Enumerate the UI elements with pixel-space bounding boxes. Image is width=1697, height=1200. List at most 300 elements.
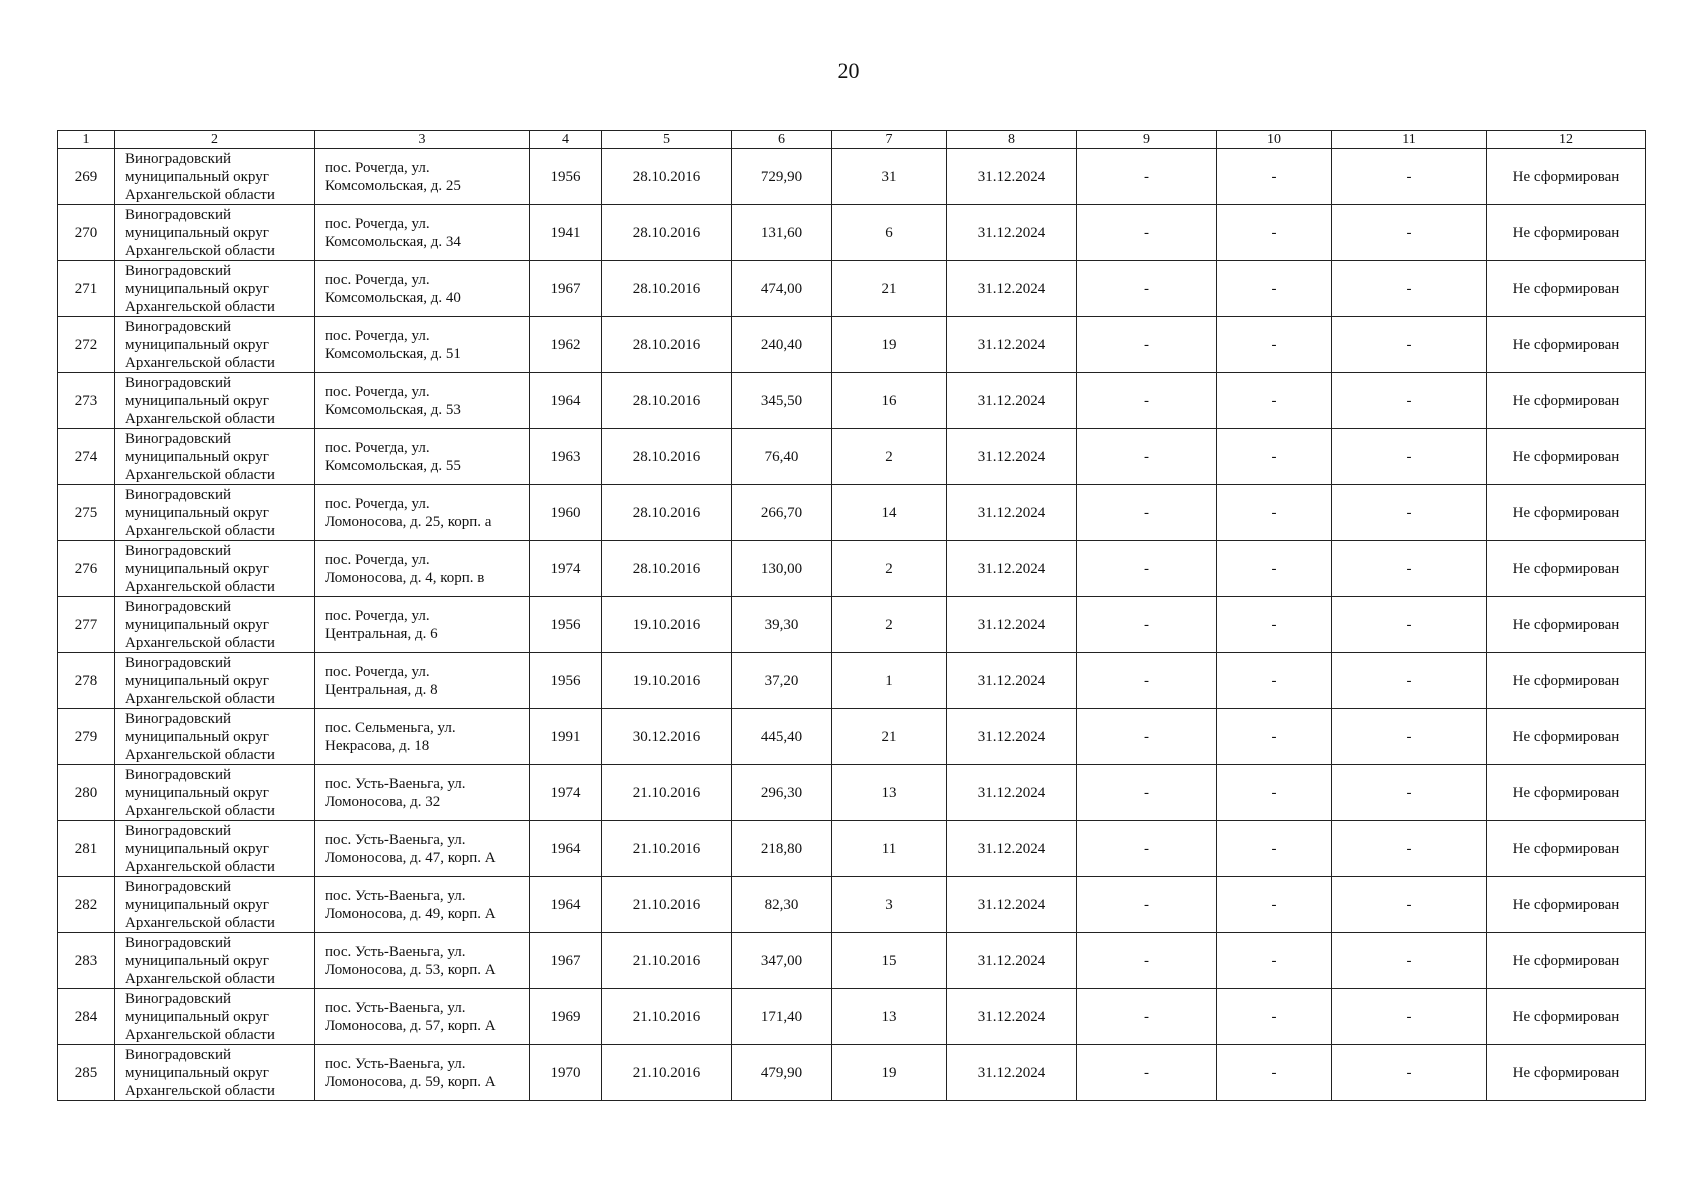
address-cell-line: Ломоносова, д. 32: [325, 793, 441, 810]
col9-cell: -: [1077, 429, 1217, 485]
municipality-cell-line: муниципальный округ: [125, 168, 269, 185]
col10-cell: -: [1217, 597, 1332, 653]
row-number-cell: 278: [58, 653, 115, 709]
table-row: [58, 709, 1646, 765]
municipality-cell-line: Виноградовский: [125, 374, 231, 391]
address-cell: [315, 821, 530, 877]
status-cell: Не сформирован: [1487, 597, 1646, 653]
status-cell: Не сформирован: [1487, 149, 1646, 205]
municipality-cell-line: Виноградовский: [125, 710, 231, 727]
municipality-cell: [115, 597, 315, 653]
table-row: [58, 765, 1646, 821]
status-cell: Не сформирован: [1487, 1045, 1646, 1101]
municipality-cell-line: Архангельской области: [125, 354, 275, 371]
col9-cell: -: [1077, 205, 1217, 261]
address-cell-line: пос. Усть-Ваеньга, ул.: [325, 831, 466, 848]
row-number-cell: 275: [58, 485, 115, 541]
col11-cell: -: [1332, 541, 1487, 597]
col9-cell: -: [1077, 877, 1217, 933]
municipality-cell-line: муниципальный округ: [125, 616, 269, 633]
col11-cell: -: [1332, 709, 1487, 765]
municipality-cell-line: Виноградовский: [125, 262, 231, 279]
residents-cell: 1: [832, 653, 947, 709]
status-cell: Не сформирован: [1487, 933, 1646, 989]
municipality-cell-line: Архангельской области: [125, 522, 275, 539]
table-row: [58, 261, 1646, 317]
row-number-cell: 274: [58, 429, 115, 485]
table-row: [58, 541, 1646, 597]
address-cell: [315, 709, 530, 765]
column-header: 5: [602, 131, 732, 149]
col9-cell: -: [1077, 597, 1217, 653]
residents-cell: 21: [832, 709, 947, 765]
address-cell: [315, 317, 530, 373]
year-cell: 1967: [530, 933, 602, 989]
municipality-cell-line: Архангельской области: [125, 298, 275, 315]
municipality-cell-line: Виноградовский: [125, 318, 231, 335]
col10-cell: -: [1217, 261, 1332, 317]
address-cell-line: Комсомольская, д. 55: [325, 457, 461, 474]
address-cell-line: пос. Рочегда, ул.: [325, 495, 430, 512]
table-header: [58, 131, 1646, 149]
municipality-cell-line: Архангельской области: [125, 186, 275, 203]
year-cell: 1967: [530, 261, 602, 317]
col9-cell: -: [1077, 485, 1217, 541]
address-cell-line: пос. Рочегда, ул.: [325, 663, 430, 680]
col9-cell: -: [1077, 933, 1217, 989]
year-cell: 1964: [530, 877, 602, 933]
address-cell: [315, 653, 530, 709]
municipality-cell: [115, 485, 315, 541]
deadline-cell: 31.12.2024: [947, 429, 1077, 485]
address-cell-line: пос. Рочегда, ул.: [325, 607, 430, 624]
date-cell: 28.10.2016: [602, 485, 732, 541]
area-cell: 345,50: [732, 373, 832, 429]
table-body: [58, 149, 1646, 1101]
deadline-cell: 31.12.2024: [947, 597, 1077, 653]
deadline-cell: 31.12.2024: [947, 877, 1077, 933]
address-cell: [315, 933, 530, 989]
col11-cell: -: [1332, 205, 1487, 261]
table-row: [58, 933, 1646, 989]
col9-cell: -: [1077, 821, 1217, 877]
status-cell: Не сформирован: [1487, 877, 1646, 933]
address-cell-line: пос. Рочегда, ул.: [325, 327, 430, 344]
municipality-cell-line: Виноградовский: [125, 150, 231, 167]
row-number-cell: 281: [58, 821, 115, 877]
municipality-cell-line: муниципальный округ: [125, 784, 269, 801]
col11-cell: -: [1332, 653, 1487, 709]
row-number-cell: 277: [58, 597, 115, 653]
municipality-cell-line: Архангельской области: [125, 1082, 275, 1099]
year-cell: 1956: [530, 149, 602, 205]
col10-cell: -: [1217, 205, 1332, 261]
col11-cell: -: [1332, 933, 1487, 989]
table-row: [58, 429, 1646, 485]
column-header: 3: [315, 131, 530, 149]
municipality-cell-line: Архангельской области: [125, 858, 275, 875]
status-cell: Не сформирован: [1487, 821, 1646, 877]
deadline-cell: 31.12.2024: [947, 709, 1077, 765]
area-cell: 240,40: [732, 317, 832, 373]
municipality-cell-line: Виноградовский: [125, 654, 231, 671]
deadline-cell: 31.12.2024: [947, 149, 1077, 205]
table-row: [58, 877, 1646, 933]
municipality-cell: [115, 709, 315, 765]
municipality-cell-line: Виноградовский: [125, 766, 231, 783]
address-cell-line: Ломоносова, д. 49, корп. А: [325, 905, 496, 922]
table-row: [58, 1045, 1646, 1101]
residents-cell: 6: [832, 205, 947, 261]
date-cell: 28.10.2016: [602, 261, 732, 317]
municipality-cell-line: муниципальный округ: [125, 1008, 269, 1025]
address-cell-line: Ломоносова, д. 4, корп. в: [325, 569, 485, 586]
municipality-cell-line: муниципальный округ: [125, 560, 269, 577]
table-row: [58, 989, 1646, 1045]
municipality-cell-line: муниципальный округ: [125, 896, 269, 913]
address-cell: [315, 765, 530, 821]
municipality-cell-line: муниципальный округ: [125, 392, 269, 409]
municipality-cell-line: муниципальный округ: [125, 952, 269, 969]
address-cell-line: пос. Рочегда, ул.: [325, 271, 430, 288]
col9-cell: -: [1077, 261, 1217, 317]
year-cell: 1970: [530, 1045, 602, 1101]
municipality-cell-line: Архангельской области: [125, 914, 275, 931]
column-header: 9: [1077, 131, 1217, 149]
column-header: 4: [530, 131, 602, 149]
col9-cell: -: [1077, 541, 1217, 597]
status-cell: Не сформирован: [1487, 429, 1646, 485]
date-cell: 30.12.2016: [602, 709, 732, 765]
residents-cell: 14: [832, 485, 947, 541]
area-cell: 37,20: [732, 653, 832, 709]
municipality-cell-line: Архангельской области: [125, 410, 275, 427]
area-cell: 266,70: [732, 485, 832, 541]
row-number-cell: 276: [58, 541, 115, 597]
col11-cell: -: [1332, 317, 1487, 373]
municipality-cell: [115, 429, 315, 485]
table-row: [58, 149, 1646, 205]
deadline-cell: 31.12.2024: [947, 765, 1077, 821]
date-cell: 28.10.2016: [602, 373, 732, 429]
deadline-cell: 31.12.2024: [947, 541, 1077, 597]
column-header: 1: [58, 131, 115, 149]
status-cell: Не сформирован: [1487, 205, 1646, 261]
column-header: 2: [115, 131, 315, 149]
address-cell: [315, 877, 530, 933]
deadline-cell: 31.12.2024: [947, 373, 1077, 429]
address-cell: [315, 989, 530, 1045]
deadline-cell: 31.12.2024: [947, 933, 1077, 989]
col10-cell: -: [1217, 709, 1332, 765]
address-cell: [315, 429, 530, 485]
municipality-cell-line: Архангельской области: [125, 578, 275, 595]
date-cell: 19.10.2016: [602, 653, 732, 709]
municipality-cell-line: муниципальный округ: [125, 504, 269, 521]
address-cell: [315, 485, 530, 541]
year-cell: 1969: [530, 989, 602, 1045]
deadline-cell: 31.12.2024: [947, 261, 1077, 317]
municipality-cell-line: Виноградовский: [125, 598, 231, 615]
address-cell: [315, 541, 530, 597]
col11-cell: -: [1332, 821, 1487, 877]
municipality-cell-line: Архангельской области: [125, 746, 275, 763]
deadline-cell: 31.12.2024: [947, 1045, 1077, 1101]
col10-cell: -: [1217, 653, 1332, 709]
municipality-cell-line: Виноградовский: [125, 486, 231, 503]
address-cell-line: Центральная, д. 8: [325, 681, 438, 698]
municipality-cell-line: Архангельской области: [125, 466, 275, 483]
area-cell: 296,30: [732, 765, 832, 821]
area-cell: 729,90: [732, 149, 832, 205]
row-number-cell: 279: [58, 709, 115, 765]
municipality-cell-line: Виноградовский: [125, 878, 231, 895]
municipality-cell: [115, 261, 315, 317]
address-cell-line: пос. Усть-Ваеньга, ул.: [325, 1055, 466, 1072]
column-header: 10: [1217, 131, 1332, 149]
status-cell: Не сформирован: [1487, 541, 1646, 597]
address-cell-line: Комсомольская, д. 51: [325, 345, 461, 362]
page-number: 20: [837, 58, 860, 83]
row-number-cell: 283: [58, 933, 115, 989]
address-cell: [315, 373, 530, 429]
municipality-cell-line: Виноградовский: [125, 206, 231, 223]
status-cell: Не сформирован: [1487, 485, 1646, 541]
area-cell: 171,40: [732, 989, 832, 1045]
area-cell: 39,30: [732, 597, 832, 653]
col10-cell: -: [1217, 149, 1332, 205]
address-cell-line: Ломоносова, д. 47, корп. А: [325, 849, 496, 866]
col11-cell: -: [1332, 429, 1487, 485]
status-cell: Не сформирован: [1487, 317, 1646, 373]
municipality-cell-line: муниципальный округ: [125, 728, 269, 745]
col10-cell: -: [1217, 373, 1332, 429]
municipality-cell-line: Архангельской области: [125, 634, 275, 651]
col9-cell: -: [1077, 709, 1217, 765]
municipality-cell-line: Архангельской области: [125, 242, 275, 259]
date-cell: 28.10.2016: [602, 429, 732, 485]
year-cell: 1956: [530, 597, 602, 653]
residents-cell: 31: [832, 149, 947, 205]
municipality-cell: [115, 653, 315, 709]
address-cell-line: пос. Рочегда, ул.: [325, 383, 430, 400]
col10-cell: -: [1217, 765, 1332, 821]
col9-cell: -: [1077, 317, 1217, 373]
row-number-cell: 273: [58, 373, 115, 429]
address-cell-line: пос. Рочегда, ул.: [325, 439, 430, 456]
deadline-cell: 31.12.2024: [947, 989, 1077, 1045]
municipality-cell-line: Виноградовский: [125, 934, 231, 951]
address-cell-line: Ломоносова, д. 57, корп. А: [325, 1017, 496, 1034]
status-cell: Не сформирован: [1487, 709, 1646, 765]
address-cell: [315, 597, 530, 653]
address-cell-line: Комсомольская, д. 53: [325, 401, 461, 418]
status-cell: Не сформирован: [1487, 653, 1646, 709]
area-cell: 218,80: [732, 821, 832, 877]
table-row: [58, 821, 1646, 877]
col10-cell: -: [1217, 541, 1332, 597]
col9-cell: -: [1077, 765, 1217, 821]
year-cell: 1963: [530, 429, 602, 485]
row-number-cell: 270: [58, 205, 115, 261]
area-cell: 131,60: [732, 205, 832, 261]
area-cell: 479,90: [732, 1045, 832, 1101]
col11-cell: -: [1332, 1045, 1487, 1101]
col11-cell: -: [1332, 877, 1487, 933]
col11-cell: -: [1332, 373, 1487, 429]
address-cell-line: пос. Рочегда, ул.: [325, 159, 430, 176]
date-cell: 28.10.2016: [602, 205, 732, 261]
municipality-cell-line: Виноградовский: [125, 1046, 231, 1063]
year-cell: 1941: [530, 205, 602, 261]
residents-cell: 19: [832, 1045, 947, 1101]
col10-cell: -: [1217, 429, 1332, 485]
municipality-cell-line: Виноградовский: [125, 542, 231, 559]
municipality-cell-line: муниципальный округ: [125, 280, 269, 297]
year-cell: 1956: [530, 653, 602, 709]
column-header: 7: [832, 131, 947, 149]
municipality-cell-line: Архангельской области: [125, 690, 275, 707]
municipality-cell-line: Архангельской области: [125, 802, 275, 819]
date-cell: 21.10.2016: [602, 989, 732, 1045]
municipality-cell: [115, 765, 315, 821]
year-cell: 1964: [530, 373, 602, 429]
year-cell: 1964: [530, 821, 602, 877]
municipality-cell: [115, 373, 315, 429]
area-cell: 82,30: [732, 877, 832, 933]
table-row: [58, 205, 1646, 261]
row-number-cell: 272: [58, 317, 115, 373]
address-cell-line: Ломоносова, д. 59, корп. А: [325, 1073, 496, 1090]
address-cell: [315, 1045, 530, 1101]
municipality-cell: [115, 877, 315, 933]
municipality-cell-line: муниципальный округ: [125, 448, 269, 465]
address-cell-line: пос. Усть-Ваеньга, ул.: [325, 943, 466, 960]
status-cell: Не сформирован: [1487, 765, 1646, 821]
residents-cell: 13: [832, 989, 947, 1045]
residents-cell: 13: [832, 765, 947, 821]
residents-cell: 21: [832, 261, 947, 317]
col10-cell: -: [1217, 485, 1332, 541]
address-cell-line: пос. Усть-Ваеньга, ул.: [325, 999, 466, 1016]
municipality-cell-line: Виноградовский: [125, 430, 231, 447]
deadline-cell: 31.12.2024: [947, 205, 1077, 261]
municipality-cell-line: муниципальный округ: [125, 336, 269, 353]
year-cell: 1960: [530, 485, 602, 541]
municipality-cell: [115, 541, 315, 597]
address-cell: [315, 149, 530, 205]
residents-cell: 19: [832, 317, 947, 373]
row-number-cell: 284: [58, 989, 115, 1045]
col11-cell: -: [1332, 989, 1487, 1045]
col9-cell: -: [1077, 373, 1217, 429]
table-row: [58, 653, 1646, 709]
col10-cell: -: [1217, 877, 1332, 933]
status-cell: Не сформирован: [1487, 261, 1646, 317]
municipality-cell-line: Архангельской области: [125, 1026, 275, 1043]
col11-cell: -: [1332, 597, 1487, 653]
residents-cell: 15: [832, 933, 947, 989]
residents-cell: 2: [832, 597, 947, 653]
col10-cell: -: [1217, 989, 1332, 1045]
area-cell: 474,00: [732, 261, 832, 317]
col11-cell: -: [1332, 149, 1487, 205]
municipality-cell-line: Виноградовский: [125, 822, 231, 839]
municipality-cell: [115, 821, 315, 877]
address-cell: [315, 205, 530, 261]
municipality-cell-line: муниципальный округ: [125, 840, 269, 857]
year-cell: 1962: [530, 317, 602, 373]
address-cell-line: Некрасова, д. 18: [325, 737, 430, 754]
row-number-cell: 280: [58, 765, 115, 821]
year-cell: 1974: [530, 765, 602, 821]
table-row: [58, 485, 1646, 541]
column-header: 8: [947, 131, 1077, 149]
date-cell: 28.10.2016: [602, 541, 732, 597]
date-cell: 28.10.2016: [602, 317, 732, 373]
area-cell: 347,00: [732, 933, 832, 989]
address-cell-line: Центральная, д. 6: [325, 625, 438, 642]
deadline-cell: 31.12.2024: [947, 317, 1077, 373]
address-cell-line: Комсомольская, д. 34: [325, 233, 461, 250]
address-cell-line: пос. Сельменьга, ул.: [325, 719, 456, 736]
residents-cell: 2: [832, 429, 947, 485]
table-row: [58, 597, 1646, 653]
col9-cell: -: [1077, 989, 1217, 1045]
column-header: 11: [1332, 131, 1487, 149]
municipality-cell: [115, 317, 315, 373]
date-cell: 21.10.2016: [602, 821, 732, 877]
municipality-cell: [115, 205, 315, 261]
date-cell: 21.10.2016: [602, 877, 732, 933]
column-number-row: [58, 131, 1646, 149]
residents-cell: 16: [832, 373, 947, 429]
address-cell-line: пос. Рочегда, ул.: [325, 215, 430, 232]
date-cell: 21.10.2016: [602, 765, 732, 821]
municipality-cell: [115, 933, 315, 989]
year-cell: 1974: [530, 541, 602, 597]
table-row: [58, 317, 1646, 373]
col11-cell: -: [1332, 485, 1487, 541]
deadline-cell: 31.12.2024: [947, 821, 1077, 877]
table-row: [58, 373, 1646, 429]
column-header: 12: [1487, 131, 1646, 149]
municipality-cell-line: Виноградовский: [125, 990, 231, 1007]
municipality-cell-line: муниципальный округ: [125, 1064, 269, 1081]
deadline-cell: 31.12.2024: [947, 653, 1077, 709]
address-cell-line: пос. Усть-Ваеньга, ул.: [325, 887, 466, 904]
address-cell-line: Ломоносова, д. 25, корп. а: [325, 513, 492, 530]
column-header: 6: [732, 131, 832, 149]
col11-cell: -: [1332, 261, 1487, 317]
address-cell-line: пос. Рочегда, ул.: [325, 551, 430, 568]
col10-cell: -: [1217, 317, 1332, 373]
date-cell: 21.10.2016: [602, 933, 732, 989]
row-number-cell: 271: [58, 261, 115, 317]
municipality-cell: [115, 1045, 315, 1101]
col10-cell: -: [1217, 933, 1332, 989]
area-cell: 76,40: [732, 429, 832, 485]
status-cell: Не сформирован: [1487, 989, 1646, 1045]
address-cell: [315, 261, 530, 317]
col9-cell: -: [1077, 149, 1217, 205]
year-cell: 1991: [530, 709, 602, 765]
municipality-cell-line: муниципальный округ: [125, 224, 269, 241]
date-cell: 28.10.2016: [602, 149, 732, 205]
address-cell-line: Ломоносова, д. 53, корп. А: [325, 961, 496, 978]
col11-cell: -: [1332, 765, 1487, 821]
col10-cell: -: [1217, 1045, 1332, 1101]
